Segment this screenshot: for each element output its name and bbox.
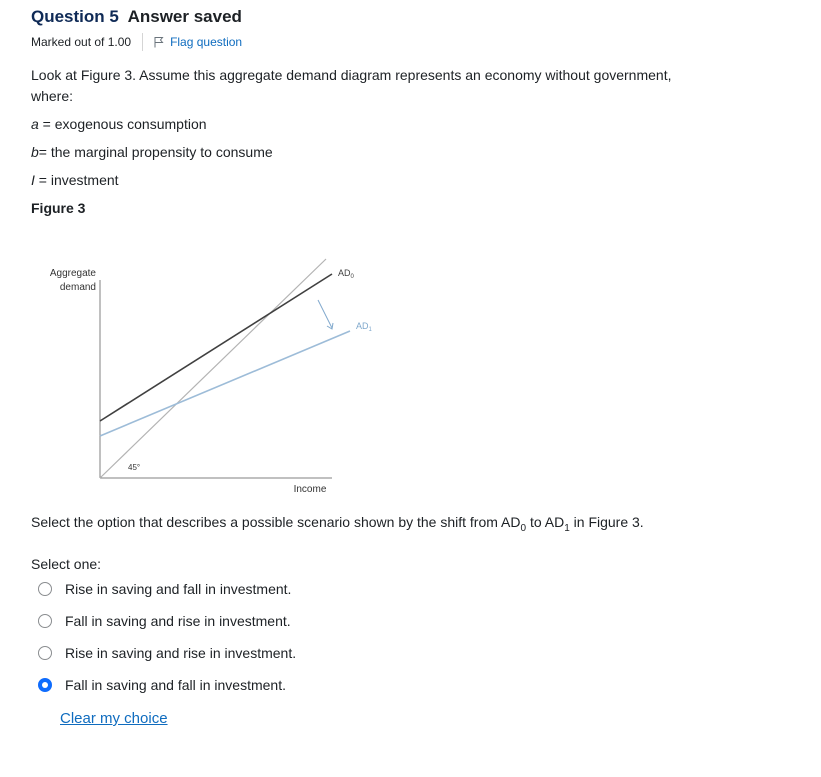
answer-option-label: Fall in saving and rise in investment. (65, 613, 291, 629)
definition-text: = investment (34, 172, 119, 188)
answer-option-c[interactable] (38, 642, 296, 664)
answer-option-b[interactable] (38, 610, 291, 632)
radio-button[interactable] (38, 646, 52, 660)
question-number: Question 5 (31, 7, 119, 26)
definition-symbol: a (31, 116, 39, 132)
question-meta (31, 34, 242, 50)
ad0-line (100, 274, 332, 421)
answer-option-a[interactable] (38, 578, 291, 600)
x-axis-label: Income (293, 484, 327, 495)
definition-a (31, 114, 207, 135)
select-one-label: Select one: (31, 556, 102, 572)
definition-text: = exogenous consumption (38, 116, 207, 132)
definition-symbol: I (31, 172, 35, 188)
ad1-line (100, 331, 350, 436)
question-header (31, 6, 242, 50)
definition-i (31, 170, 119, 191)
definition-symbol: b (31, 144, 39, 160)
question-title (31, 6, 242, 28)
radio-button[interactable] (38, 582, 52, 596)
definition-b (31, 142, 273, 163)
angle-label: 45° (128, 463, 141, 472)
radio-button[interactable] (38, 614, 52, 628)
aggregate-demand-diagram (40, 256, 400, 496)
figure-title: Figure 3 (31, 200, 86, 216)
answer-option-label: Rise in saving and fall in investment. (65, 581, 292, 597)
question-marks: Marked out of 1.00 (31, 35, 132, 49)
definition-text: = the marginal propensity to consume (38, 144, 273, 160)
question-prompt: Select the option that describes a possible scenario shown by the shift from $AD_0$ to $AD_1$ in Figure 3. (31, 514, 644, 534)
clear-my-choice-link[interactable]: Clear my choice (60, 710, 168, 727)
meta-divider (142, 33, 143, 51)
shift-arrow (318, 300, 332, 328)
question-state: Answer saved (127, 7, 242, 26)
y-axis-label-line2: demand (59, 282, 96, 293)
aggregate-demand-figure (40, 256, 400, 496)
question-intro: Look at Figure 3. Assume this aggregate demand diagram represents an economy without government, where: (31, 67, 672, 104)
y-axis-label-line1: Aggregate (49, 268, 96, 279)
flag-question-link[interactable] (153, 35, 242, 49)
answer-option-d[interactable] (38, 674, 286, 696)
ad1-label: $AD_1$ (356, 321, 372, 333)
answer-option-label: Fall in saving and fall in investment. (65, 677, 286, 693)
radio-button-selected[interactable] (38, 678, 52, 692)
forty-five-degree-line (100, 259, 326, 478)
answer-option-label: Rise in saving and rise in investment. (65, 645, 297, 661)
flag-icon (153, 36, 165, 48)
ad0-label: $AD_0$ (338, 268, 354, 280)
flag-question-label: Flag question (170, 35, 243, 49)
